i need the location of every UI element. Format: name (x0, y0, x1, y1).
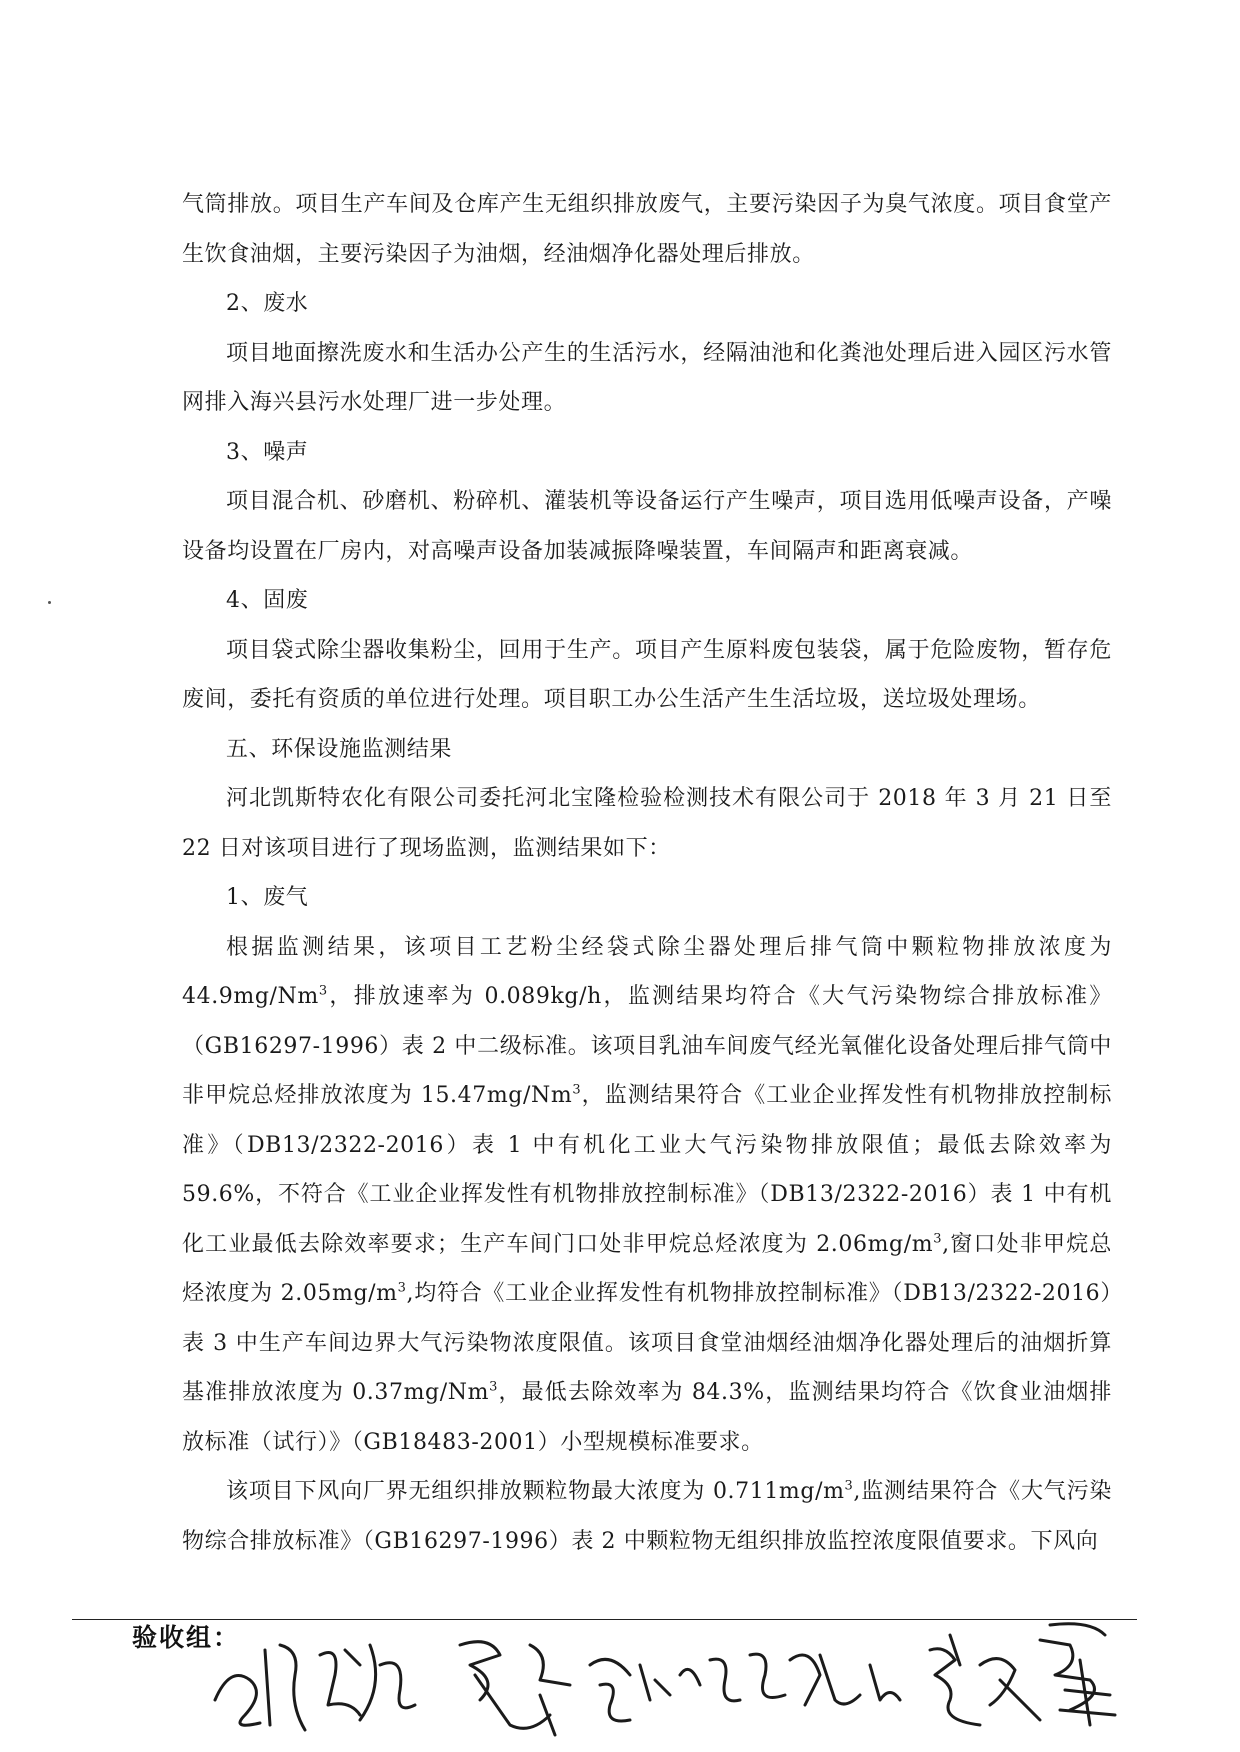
signature-3 (680, 1654, 900, 1705)
signature-4 (930, 1624, 1115, 1725)
section-heading: 2、废水 (226, 291, 309, 316)
handwritten-signatures (210, 1605, 1170, 1740)
paragraph: 项目混合机、砂磨机、粉碎机、灌装机等设备运行产生噪声，项目选用低噪声设备，产噪设备均设置在厂房内，对高噪声设备加装减振降噪装置，车间隔声和距离衰减。 (182, 489, 1112, 564)
paragraph: 项目袋式除尘器收集粉尘，回用于生产。项目产生原料废包装袋，属于危险废物，暂存危废间，委托有资质的单位进行处理。项目职工办公生活产生生活垃圾，送垃圾处理场。 (182, 637, 1112, 712)
signature-1 (215, 1645, 415, 1730)
document-body (182, 180, 1112, 1566)
section-heading: 4、固废 (226, 588, 309, 613)
section-heading: 3、噪声 (226, 439, 309, 465)
paragraph: 该项目下风向厂界无组织排放颗粒物最大浓度为 $0.711mg/m^3$,监测结果符合《大气污染物综合排放标准》（GB16297-1996）表 2 中颗粒物无组织排放监控浓度限值要求。下风向 (182, 1478, 1112, 1554)
section-heading: 五、环保设施监测结果 (226, 736, 453, 762)
acceptance-group-label: 验收组： (132, 1623, 241, 1652)
section-heading: 1、废气 (226, 885, 309, 910)
paragraph: 河北凯斯特农化有限公司委托河北宝隆检验检测技术有限公司于 2018 年 3 月 21 日至 22 日对该项目进行了现场监测，监测结果如下： (182, 786, 1112, 861)
paragraph: 根据监测结果，该项目工艺粉尘经袋式除尘器处理后排气筒中颗粒物排放浓度为 44.9mg/Nm$^3$，排放速率为 0.089kg/h，监测结果均符合《大气污染物综合排放标准》（GB16297-1996）表 2 中二级标准。该项目乳油车间废气经光氧催化设备处理后排气筒中非甲烷总烃排放浓度为 15.47mg/Nm$^3$，监测结果符合《工业企业挥发性有机物排放控制标准》（DB13/2322-2016）表 1 中有机化工业大气污染物排放限值；最低去除效率为 59.6%，不符合《工业企业挥发性有机物排放控制标准》（DB13/2322-2016）表 1 中有机化工业最低去除效率要求；生产车间门口处非甲烷总烃浓度为 $2.06mg/m^3$,窗口处非甲烷总烃浓度为 $2.05mg/m^3$,均符合《工业企业挥发性有机物排放控制标准》（DB13/2322-2016）表 3 中生产车间边界大气污染物浓度限值。该项目食堂油烟经油烟净化器处理后的油烟折算基准排放浓度为 0.37mg/Nm$^3$，最低去除效率为 84.3%，监测结果均符合《饮食业油烟排放标准（试行）》（GB18483-2001）小型规模标准要求。 (182, 934, 1112, 1455)
signature-2 (460, 1642, 670, 1735)
paragraph: 项目地面擦洗废水和生活办公产生的生活污水，经隔油池和化粪池处理后进入园区污水管网排入海兴县污水处理厂进一步处理。 (182, 340, 1112, 415)
paragraph: 气筒排放。项目生产车间及仓库产生无组织排放废气，主要污染因子为臭气浓度。项目食堂产生饮食油烟，主要污染因子为油烟，经油烟净化器处理后排放。 (182, 192, 1112, 267)
scan-speck (48, 601, 51, 604)
